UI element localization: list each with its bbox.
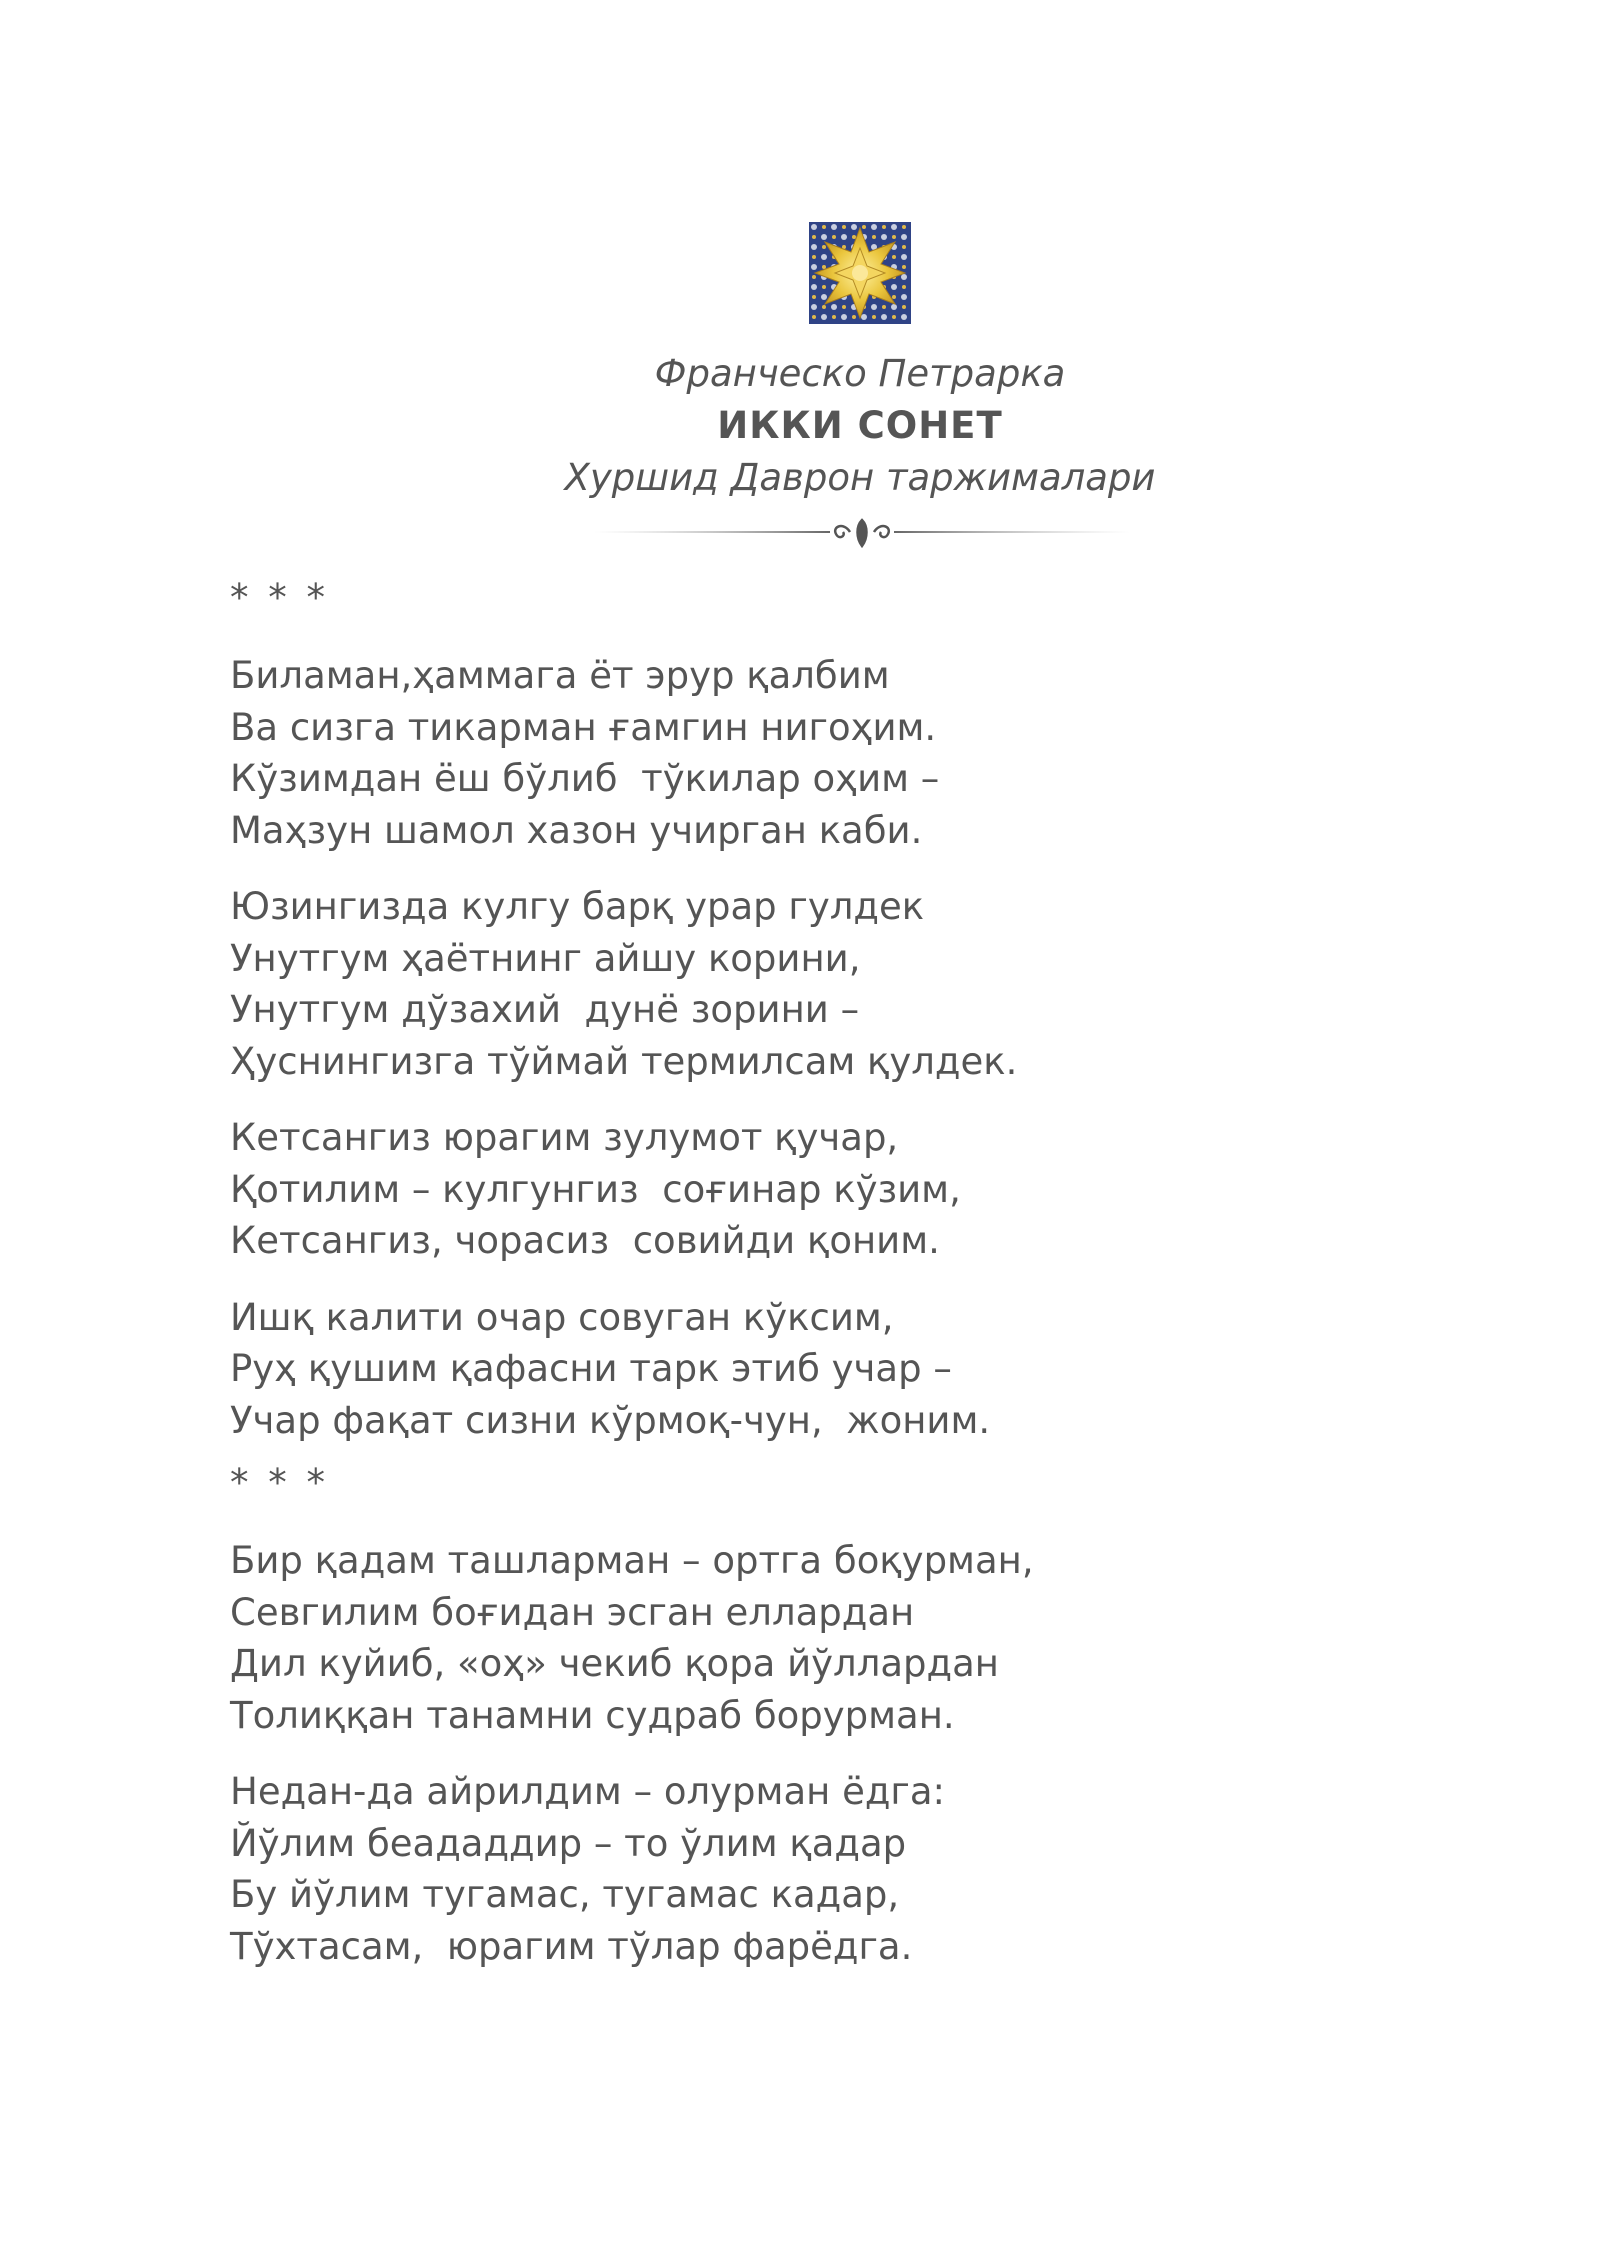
poem-line: Йўлим беададдир – то ўлим қадар bbox=[230, 1821, 907, 1865]
poem-line: Учар фақат сизни кўрмоқ-чун, жоним. bbox=[230, 1398, 991, 1442]
stanza bbox=[230, 1766, 1430, 1972]
stanza bbox=[230, 1535, 1430, 1741]
stanza bbox=[230, 1112, 1430, 1267]
poem-body bbox=[230, 572, 1430, 1997]
poem-line: Тўхтасам, юрагим тўлар фарёдга. bbox=[230, 1924, 913, 1968]
poem-line: Биламан,ҳаммага ёт эрур қалбим bbox=[230, 654, 890, 697]
author-name: Франческо Петрарка bbox=[654, 352, 1066, 395]
page-title: ИККИ СОНЕТ bbox=[717, 404, 1003, 447]
poem-line: Бу йўлим тугамас, тугамас кадар, bbox=[230, 1873, 900, 1916]
poem-line: Кўзимдан ёш бўлиб тўкилар оҳим – bbox=[230, 757, 940, 800]
scroll-ornament-icon bbox=[594, 514, 1130, 550]
stanza bbox=[230, 650, 1430, 856]
poem-line: Толиққан танамни судраб борурман. bbox=[230, 1693, 955, 1737]
poem-line: Бир қадам ташларман – ортга боқурман, bbox=[230, 1539, 1034, 1582]
poem-line: Унутгум ҳаётнинг айшу корини, bbox=[230, 936, 861, 980]
translator-credit: Хуршид Даврон таржималари bbox=[564, 456, 1156, 499]
poem-header bbox=[560, 348, 1160, 504]
poem-line: Юзингизда кулгу барқ урар гулдек bbox=[230, 885, 925, 928]
poem-line: Ва сизга тикарман ғамгин нигоҳим. bbox=[230, 705, 937, 749]
section-marker: * * * bbox=[230, 576, 330, 619]
poem-line: Кетсангиз юрагим зулумот қучар, bbox=[230, 1116, 899, 1159]
poem-line: Унутгум дўзахий дунё зорини – bbox=[230, 988, 860, 1031]
mosaic-tile-icon bbox=[809, 222, 911, 324]
stanza bbox=[230, 881, 1430, 1087]
poem-line: Недан-да айрилдим – олурман ёдга: bbox=[230, 1770, 945, 1813]
section-marker: * * * bbox=[230, 1461, 330, 1504]
poem-line: Кетсангиз, чорасиз совийди қоним. bbox=[230, 1219, 940, 1262]
poem-line: Ҳуснингизга тўймай термилсам қулдек. bbox=[230, 1039, 1018, 1083]
poem-line: Ишқ калити очар совуган кўксим, bbox=[230, 1295, 894, 1339]
stanza bbox=[230, 1292, 1430, 1447]
poem-line: Севгилим боғидан эсган еллардан bbox=[230, 1590, 915, 1634]
poem-line: Руҳ қушим қафасни тарк этиб учар – bbox=[230, 1347, 952, 1390]
poem-line: Маҳзун шамол хазон учирган каби. bbox=[230, 808, 923, 852]
poem-line: Қотилим – кулгунгиз соғинар кўзим, bbox=[230, 1167, 961, 1211]
poem-line: Дил куйиб, «оҳ» чекиб қора йўллардан bbox=[230, 1642, 999, 1685]
